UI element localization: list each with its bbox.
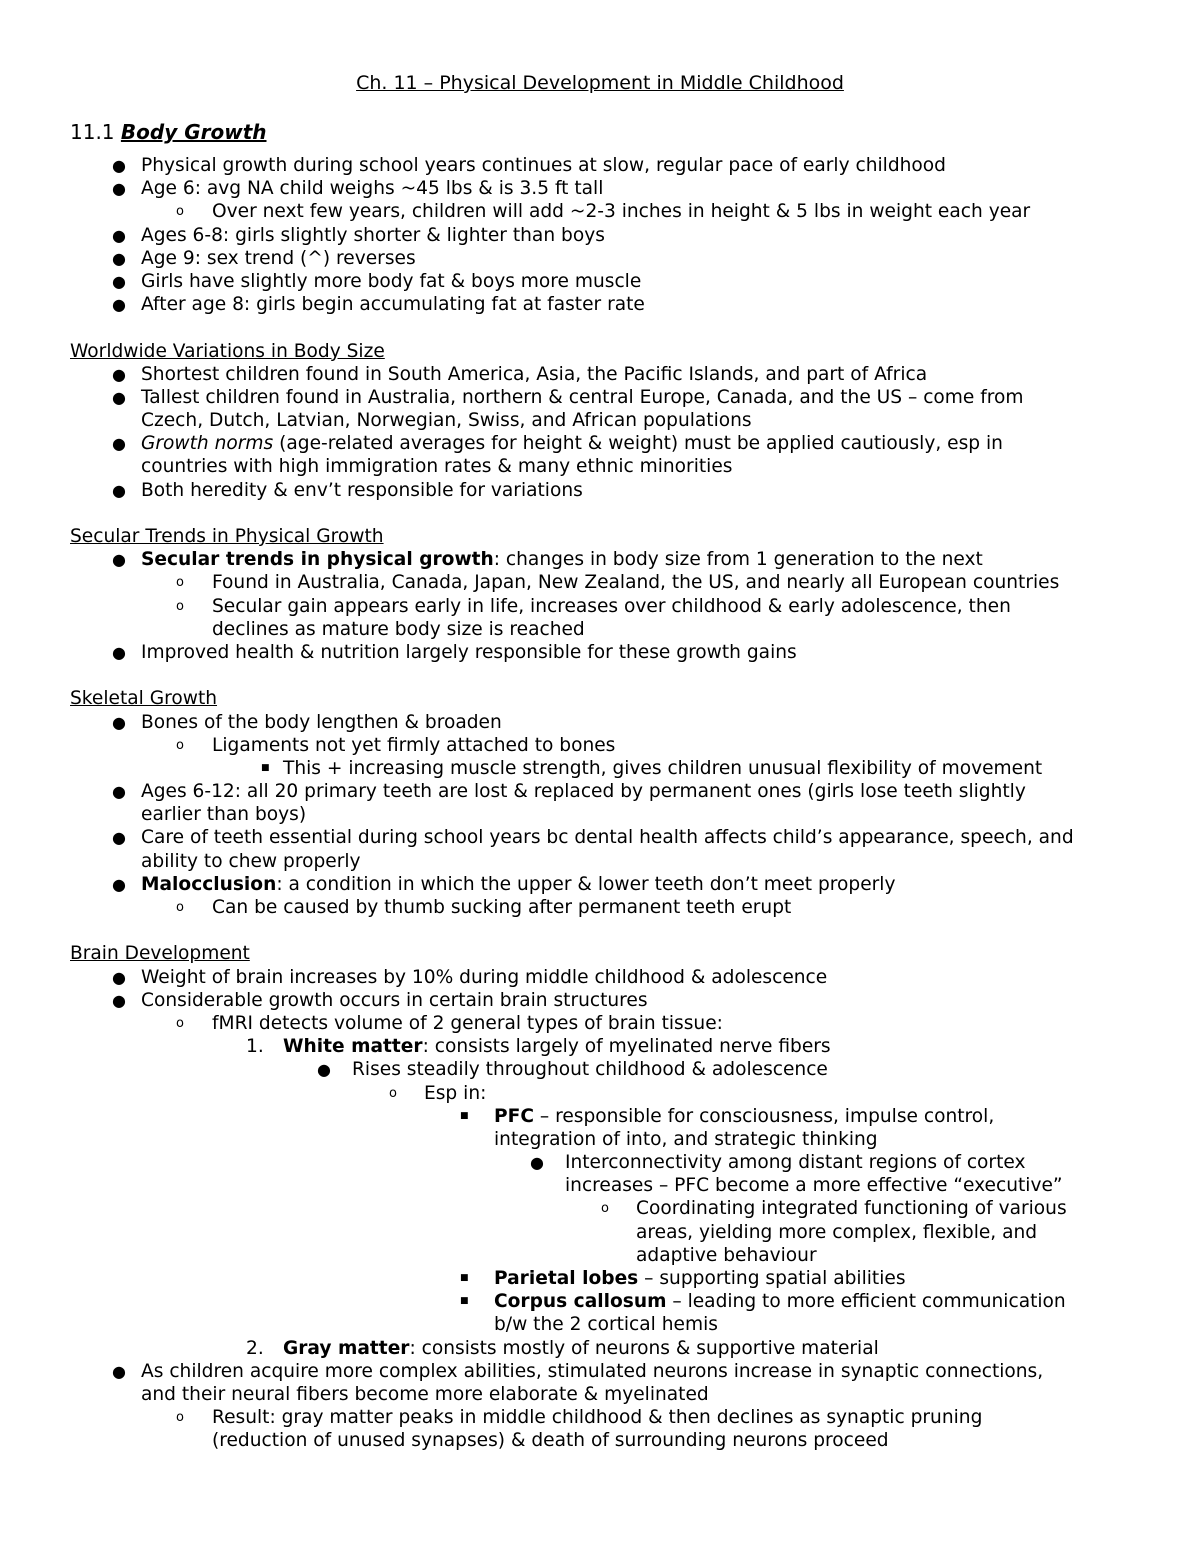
bullet-icon: ● bbox=[112, 364, 126, 384]
list-item-continuation: b/w the 2 cortical hemis bbox=[494, 1314, 718, 1336]
square-bullet-icon: ■ bbox=[261, 762, 270, 773]
term-gray-matter: Gray matter bbox=[283, 1337, 410, 1359]
bullet-icon: ● bbox=[112, 712, 126, 732]
bullet-icon: ● bbox=[112, 874, 126, 894]
list-item: ● Rises steadily throughout childhood & adolescence bbox=[317, 1059, 828, 1081]
bullet-icon: ● bbox=[112, 295, 126, 315]
bullet-icon: ● bbox=[112, 225, 126, 245]
term-pfc: PFC bbox=[494, 1105, 534, 1127]
list-item: ● Ages 6-8: girls slightly shorter & lighter than boys bbox=[112, 224, 605, 246]
bullet-icon: ● bbox=[112, 387, 126, 407]
list-item: ● Malocclusion: a condition in which the upper & lower teeth don’t meet properly bbox=[112, 873, 896, 895]
list-item-continuation: countries with high immigration rates & many ethnic minorities bbox=[141, 456, 733, 478]
list-item-continuation: earlier than boys) bbox=[141, 804, 307, 826]
term-parietal-lobes: Parietal lobes bbox=[494, 1268, 639, 1289]
list-item: o Ligaments not yet firmly attached to bones bbox=[176, 734, 616, 756]
circle-bullet-icon: o bbox=[601, 1201, 609, 1217]
list-item: ● Both heredity & env’t responsible for variations bbox=[112, 479, 583, 501]
term-malocclusion: Malocclusion bbox=[141, 873, 277, 895]
term-corpus-callosum: Corpus callosum bbox=[494, 1291, 667, 1313]
list-item: ● Girls have slightly more body fat & boys more muscle bbox=[112, 270, 642, 292]
square-bullet-icon: ■ bbox=[460, 1273, 469, 1283]
document-body bbox=[0, 154, 1200, 1453]
circle-bullet-icon: o bbox=[176, 204, 184, 220]
bullet-icon: ● bbox=[112, 550, 126, 570]
term-growth-norms: Growth norms bbox=[141, 433, 274, 455]
numbered-item: 2. Gray matter: consists mostly of neurons & supportive material bbox=[246, 1337, 879, 1359]
list-item: ● Physical growth during school years continues at slow, regular pace of early childhood bbox=[112, 155, 946, 176]
list-item: ● Improved health & nutrition largely responsible for these growth gains bbox=[112, 641, 797, 663]
heading-secular-trends: Secular Trends in Physical Growth bbox=[70, 526, 384, 547]
list-item-continuation: areas, yielding more complex, flexible, and bbox=[636, 1221, 1038, 1243]
term-secular-trends: Secular trends in physical growth bbox=[141, 549, 494, 571]
list-item: ■ Corpus callosum – leading to more efficient communication bbox=[460, 1291, 1066, 1313]
section-heading bbox=[70, 118, 267, 146]
list-item: ● Growth norms (age-related averages for height & weight) must be applied cautiously, esp in bbox=[112, 433, 1003, 455]
circle-bullet-icon: o bbox=[176, 737, 184, 753]
list-item: o Found in Australia, Canada, Japan, New Zealand, the US, and nearly all European countries bbox=[176, 572, 1060, 594]
bullet-icon: ● bbox=[112, 967, 126, 987]
list-item: ● Age 6: avg NA child weighs ~45 lbs & is 3.5 ft tall bbox=[112, 178, 604, 200]
list-item: ● Care of teeth essential during school years bc dental health affects child’s appearance, speech, and bbox=[112, 827, 1074, 849]
circle-bullet-icon: o bbox=[176, 900, 184, 915]
bullet-icon: ● bbox=[317, 1060, 331, 1080]
list-item: o Esp in: bbox=[389, 1082, 487, 1104]
bullet-icon: ● bbox=[112, 1361, 126, 1381]
list-item-continuation: (reduction of unused synapses) & death of surrounding neurons proceed bbox=[212, 1430, 889, 1452]
list-item: ● Ages 6-12: all 20 primary teeth are lost & replaced by permanent ones (girls lose teeth slightly bbox=[112, 781, 1026, 803]
list-item: ■ This + increasing muscle strength, gives children unusual flexibility of movement bbox=[261, 757, 1043, 779]
bullet-icon: ● bbox=[112, 156, 126, 175]
bullet-icon: ● bbox=[112, 990, 126, 1010]
list-item: ● Shortest children found in South America, Asia, the Pacific Islands, and part of Africa bbox=[112, 363, 928, 385]
list-item: o fMRI detects volume of 2 general types of brain tissue: bbox=[176, 1012, 723, 1034]
list-item: ● Weight of brain increases by 10% during middle childhood & adolescence bbox=[112, 966, 828, 988]
numbered-item: 1. White matter: consists largely of myelinated nerve fibers bbox=[246, 1036, 831, 1058]
list-item: ● Considerable growth occurs in certain brain structures bbox=[112, 989, 648, 1011]
list-item-continuation: integration of into, and strategic thinking bbox=[494, 1128, 878, 1150]
list-item: o Over next few years, children will add ~2-3 inches in height & 5 lbs in weight each year bbox=[176, 201, 1031, 223]
list-item: ● Interconnectivity among distant regions of cortex bbox=[530, 1152, 1026, 1174]
bullet-icon: ● bbox=[112, 434, 126, 454]
heading-skeletal-growth: Skeletal Growth bbox=[70, 688, 218, 710]
bullet-icon: ● bbox=[112, 480, 126, 500]
list-item-continuation: ability to chew properly bbox=[141, 850, 361, 872]
bullet-icon: ● bbox=[112, 642, 126, 662]
list-item: o Secular gain appears early in life, increases over childhood & early adolescence, then bbox=[176, 595, 1011, 617]
bullet-icon: ● bbox=[530, 1153, 544, 1173]
section-number: 11.1 bbox=[70, 120, 115, 144]
bullet-icon: ● bbox=[112, 179, 126, 199]
heading-worldwide-variations: Worldwide Variations in Body Size bbox=[70, 340, 385, 362]
list-item: ● After age 8: girls begin accumulating fat at faster rate bbox=[112, 294, 645, 316]
list-item-continuation: and their neural fibers become more elaborate & myelinated bbox=[141, 1383, 709, 1405]
list-item: o Coordinating integrated functioning of various bbox=[601, 1198, 1067, 1220]
page-title: Ch. 11 – Physical Development in Middle Childhood bbox=[356, 72, 844, 94]
circle-bullet-icon: o bbox=[389, 1085, 397, 1101]
list-number: 1. bbox=[246, 1036, 264, 1058]
bullet-icon: ● bbox=[112, 782, 126, 802]
list-item: ● As children acquire more complex abilities, stimulated neurons increase in synaptic connections, bbox=[112, 1360, 1044, 1382]
list-item: ● Age 9: sex trend (^) reverses bbox=[112, 247, 416, 269]
list-item-continuation: Czech, Dutch, Latvian, Norwegian, Swiss, and African populations bbox=[141, 410, 752, 432]
list-item: ● Tallest children found in Australia, northern & central Europe, Canada, and the US – come from bbox=[112, 386, 1024, 408]
list-item: ■ Parietal lobes – supporting spatial abilities bbox=[460, 1268, 906, 1289]
circle-bullet-icon: o bbox=[176, 598, 184, 614]
heading-brain-development: Brain Development bbox=[70, 943, 250, 965]
bullet-icon: ● bbox=[112, 271, 126, 291]
list-item: ● Secular trends in physical growth: changes in body size from 1 generation to the next bbox=[112, 549, 983, 571]
list-number: 2. bbox=[246, 1337, 264, 1359]
circle-bullet-icon: o bbox=[176, 1410, 184, 1426]
square-bullet-icon: ■ bbox=[460, 1296, 469, 1307]
bullet-icon: ● bbox=[112, 828, 126, 848]
list-item-continuation: increases – PFC become a more effective “executive” bbox=[565, 1175, 1063, 1197]
circle-bullet-icon: o bbox=[176, 575, 184, 591]
section-title: Body Growth bbox=[120, 120, 267, 144]
term-white-matter: White matter bbox=[283, 1036, 423, 1058]
list-item: o Result: gray matter peaks in middle childhood & then declines as synaptic pruning bbox=[176, 1407, 983, 1429]
list-item: o Can be caused by thumb sucking after permanent teeth erupt bbox=[176, 897, 792, 918]
list-item: ● Bones of the body lengthen & broaden bbox=[112, 711, 502, 733]
bullet-icon: ● bbox=[112, 248, 126, 268]
square-bullet-icon: ■ bbox=[460, 1110, 469, 1121]
list-item-continuation: adaptive behaviour bbox=[636, 1244, 817, 1266]
circle-bullet-icon: o bbox=[176, 1015, 184, 1031]
list-item-continuation: declines as mature body size is reached bbox=[212, 618, 585, 640]
list-item: ■ PFC – responsible for consciousness, impulse control, bbox=[460, 1105, 995, 1127]
